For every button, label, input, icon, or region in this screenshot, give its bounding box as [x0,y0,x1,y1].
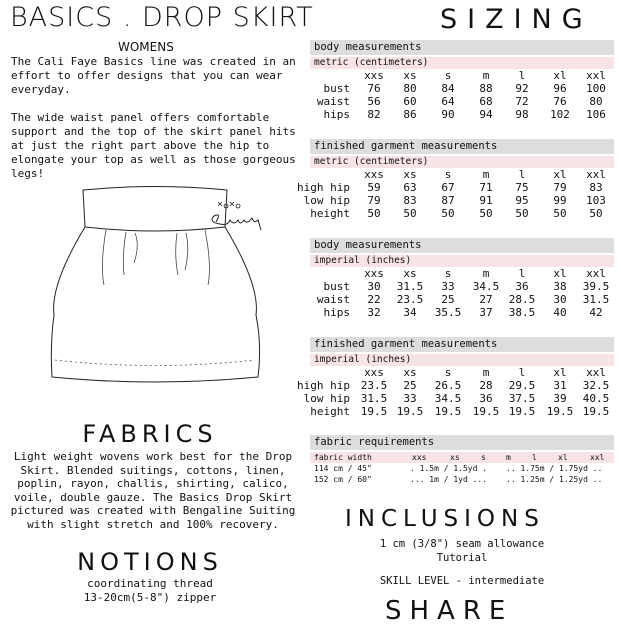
notions-heading: NOTIONS [77,548,223,576]
table-cell: 63 [403,181,417,194]
yardage-large: .. 1.25m / 1.25yd .. [506,475,603,484]
table-cell: 33 [441,280,455,293]
table-cell: 38 [553,280,567,293]
table-cell: 31.5 [396,280,424,293]
size-header: xxs [364,267,384,280]
table-row [310,306,614,319]
table-cell: 23.5 [360,379,388,392]
table-cell: 99 [553,194,567,207]
table-row [310,108,614,121]
table-row [310,293,614,306]
table-cell: 72 [515,95,529,108]
table-cell: 60 [403,95,417,108]
table-cell: 82 [367,108,381,121]
table-cell: 19.5 [434,405,462,418]
table-cell: 80 [589,95,603,108]
table-cell: 31 [553,379,567,392]
col-header: xs [450,453,460,462]
table-header-row [310,69,614,82]
table-cell: 87 [441,194,455,207]
table-cell: 34.5 [434,392,462,405]
table-cell: 50 [441,207,455,220]
size-header: m [482,168,490,181]
inclusions-list [310,538,614,565]
size-header: xs [403,69,417,82]
table-cell: 19.5 [396,405,424,418]
size-header: m [482,267,490,280]
fabric-width: 114 cm / 45" [314,464,372,473]
subtitle: WOMENS [118,40,174,54]
table-cell: 35.5 [434,306,462,319]
table-cell: 25 [441,293,455,306]
row-label: waist [316,293,350,306]
table-row [310,280,614,293]
table-cell: 94 [479,108,493,121]
size-header: l [518,366,526,379]
table-cell: 71 [479,181,493,194]
table-cell: 76 [553,95,567,108]
table-cell: 79 [553,181,567,194]
page-title: BASICS . DROP SKIRT [10,2,314,33]
table-row [297,379,614,392]
table-cell: 22 [367,293,381,306]
size-header: l [518,69,526,82]
intro-paragraph: The Cali Faye Basics line was created in an effort to offer designs that you can wear everyday. [11,55,296,96]
inclusions-heading: INCLUSIONS [345,506,545,532]
table-row [297,181,614,194]
fabrics-heading: FABRICS [82,420,218,448]
table-cell: 19.5 [472,405,500,418]
table-cell: 59 [367,181,381,194]
table-cell: 30 [367,280,381,293]
yardage-small: . 1.5m / 1.5yd . [410,464,488,473]
col-header: m [506,453,511,462]
table-cell: 50 [515,207,529,220]
size-header: xl [553,267,567,280]
size-header: xxl [586,168,606,181]
table-cell: 26.5 [434,379,462,392]
notion-item: 13-20cm(5-8") zipper [83,590,217,604]
size-header: xxl [586,267,606,280]
table-cell: 34.5 [472,280,500,293]
table-cell: 102 [550,108,570,121]
table-cell: 39.5 [582,280,610,293]
table-cell: 37 [479,306,493,319]
table-cell: 86 [403,108,417,121]
table-cell: 50 [403,207,417,220]
col-header: l [532,453,537,462]
table-header-row [310,168,614,181]
table-row [310,82,614,95]
table-unit: metric (centimeters) [310,156,614,168]
table-title: finished garment measurements [310,337,614,352]
table-title: body measurements [310,238,614,253]
table-row [310,463,614,474]
size-header: xl [553,69,567,82]
table-cell: 29.5 [508,379,536,392]
size-header: xxs [364,69,384,82]
signature [208,196,278,236]
size-header: s [444,366,452,379]
table-row [310,405,614,418]
row-label: high hip [297,379,350,392]
table-cell: 83 [403,194,417,207]
table-cell: 64 [441,95,455,108]
table-title: fabric requirements [310,435,614,450]
table-cell: 40.5 [582,392,610,405]
table-cell: 56 [367,95,381,108]
table-cell: 36 [515,280,529,293]
table-cell: 79 [367,194,381,207]
table-cell: 25 [403,379,417,392]
size-header: l [518,267,526,280]
table-cell: 68 [479,95,493,108]
table-row [303,194,614,207]
row-label: bust [323,82,350,95]
table-cell: 19.5 [546,405,574,418]
table-cell: 83 [589,181,603,194]
row-label: low hip [303,392,350,405]
table-cell: 37.5 [508,392,536,405]
table-row [303,392,614,405]
table-cell: 80 [403,82,417,95]
table-cell: 30 [553,293,567,306]
table-cell: 90 [441,108,455,121]
inclusion-item: Tutorial [436,551,488,564]
fabrics-text: Light weight wovens work best for the Drop Skirt. Blended suitings, cottons, linen, poplin, rayon, challis, shirting, calico, voile, double gauze. The Basics Drop Skirt pictured was created with Bengaline Suiting with slight stretch and 100% recovery. [10,450,296,531]
notions-list [0,577,300,604]
table-cell: 42 [589,306,603,319]
table-cell: 103 [586,194,606,207]
row-label: hips [323,306,350,319]
fabric-requirements-table [310,435,614,485]
table-cell: 31.5 [582,293,610,306]
table-cell: 27 [479,293,493,306]
table-cell: 50 [479,207,493,220]
notion-item: coordinating thread [87,577,213,590]
table-cell: 39 [553,392,567,405]
table-header-row [310,366,614,379]
table-cell: 50 [553,207,567,220]
inclusion-item: 1 cm (3/8") seam allowance [379,538,545,550]
skill-level: SKILL LEVEL - intermediate [379,575,545,587]
table-cell: 98 [515,108,529,121]
yardage-small: ... 1m / 1yd ... [410,475,488,484]
col-header: xl [558,453,568,462]
size-header: l [518,168,526,181]
table-cell: 50 [589,207,603,220]
table-unit: imperial (inches) [310,255,614,267]
size-header: xl [553,168,567,181]
intro-paragraph: The wide waist panel offers comfortable support and the top of the skirt panel hits at just the right part above the hip to elongate your top as well as those gorgeous legs! [11,111,296,180]
size-header: s [444,69,452,82]
row-label: hips [323,108,350,121]
col-header: xxl [590,453,605,462]
intro-text [11,55,296,195]
size-header: m [482,69,490,82]
row-label: high hip [297,181,350,194]
table-row [310,207,614,220]
table-cell: 32 [367,306,381,319]
table-cell: 32.5 [582,379,610,392]
table-row [310,474,614,485]
table-cell: 100 [586,82,606,95]
size-header: s [444,168,452,181]
col-header: fabric width [314,453,372,462]
table-title: finished garment measurements [310,139,614,154]
sizing-table [310,40,614,121]
row-label: low hip [303,194,350,207]
table-cell: 33 [403,392,417,405]
table-cell: 84 [441,82,455,95]
table-row [310,95,614,108]
table-cell: 34 [403,306,417,319]
size-header: xxl [586,69,606,82]
sizing-table [297,337,614,418]
size-header: xxs [364,168,384,181]
size-header: xl [553,366,567,379]
sizing-table [297,139,614,220]
table-cell: 38.5 [508,306,536,319]
table-header-row [310,452,614,463]
table-cell: 23.5 [396,293,424,306]
table-cell: 19.5 [360,405,388,418]
table-title: body measurements [310,40,614,55]
table-cell: 92 [515,82,529,95]
size-header: xxs [364,366,384,379]
table-cell: 95 [515,194,529,207]
row-label: height [310,207,350,220]
sizing-heading: SIZING [440,4,593,35]
col-header: s [481,453,486,462]
row-label: height [310,405,350,418]
table-header-row [310,267,614,280]
size-header: m [482,366,490,379]
table-cell: 36 [479,392,493,405]
table-unit: imperial (inches) [310,354,614,366]
table-cell: 50 [367,207,381,220]
size-header: xs [403,366,417,379]
table-cell: 19.5 [508,405,536,418]
table-cell: 88 [479,82,493,95]
fabric-width: 152 cm / 60" [314,475,372,484]
table-cell: 96 [553,82,567,95]
table-cell: 31.5 [360,392,388,405]
size-header: xs [403,267,417,280]
table-cell: 28.5 [508,293,536,306]
table-cell: 19.5 [582,405,610,418]
sizing-table [310,238,614,319]
table-cell: 75 [515,181,529,194]
table-cell: 106 [586,108,606,121]
table-cell: 28 [479,379,493,392]
col-header: xxs [412,453,427,462]
share-heading: SHARE [385,596,514,626]
table-cell: 40 [553,306,567,319]
table-cell: 67 [441,181,455,194]
size-header: xs [403,168,417,181]
size-header: xxl [586,366,606,379]
table-unit: metric (centimeters) [310,57,614,69]
row-label: bust [323,280,350,293]
table-cell: 76 [367,82,381,95]
table-cell: 91 [479,194,493,207]
row-label: waist [316,95,350,108]
size-header: s [444,267,452,280]
yardage-large: .. 1.75m / 1.75yd .. [506,464,603,473]
